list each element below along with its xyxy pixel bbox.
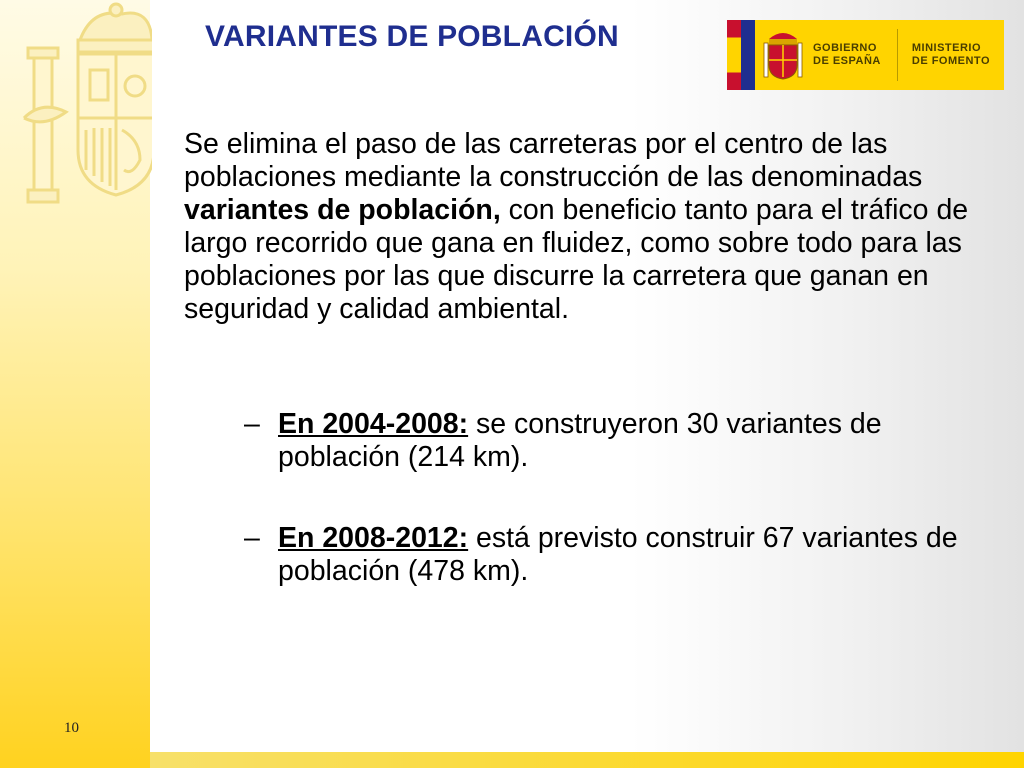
bullet-period: En 2008-2012: bbox=[278, 522, 469, 554]
bullet-item bbox=[244, 408, 974, 474]
paragraph-bold-term: variantes de población, bbox=[184, 194, 501, 226]
paragraph-text-before: Se elimina el paso de las carreteras por el centro de las poblaciones mediante la construcción de las denominadas bbox=[184, 128, 923, 193]
bullet-text: está previsto construir 67 variantes de población (478 km). bbox=[278, 522, 958, 587]
ministerio-line2: DE FOMENTO bbox=[911, 55, 991, 67]
ministerio-line1: MINISTERIO bbox=[911, 42, 982, 54]
bullet-text: se construyeron 30 variantes de población (214 km). bbox=[278, 408, 882, 473]
eu-stars-stripe-icon bbox=[741, 20, 755, 90]
intro-paragraph bbox=[184, 128, 984, 326]
ministerio-label bbox=[912, 42, 990, 68]
bullet-item bbox=[244, 522, 974, 588]
crest-icon bbox=[763, 29, 803, 81]
bullet-content bbox=[278, 522, 974, 588]
paragraph-text-after: con beneficio tanto para el tráfico de largo recorrido que gana en fluidez, como sobre todo para las poblaciones por las que discurre la carretera que ganan en seguridad y calidad ambiental. bbox=[184, 194, 969, 325]
gobierno-line2: DE ESPAÑA bbox=[813, 55, 881, 67]
slide-title: VARIANTES DE POBLACIÓN bbox=[205, 20, 619, 53]
bullet-dash: – bbox=[244, 408, 260, 440]
background-gradient bbox=[150, 0, 1024, 768]
bullet-dash: – bbox=[244, 522, 260, 554]
page-number: 10 bbox=[64, 720, 79, 736]
gobierno-label bbox=[813, 42, 881, 68]
spain-flag-stripe-icon bbox=[727, 20, 741, 90]
gobierno-line1: GOBIERNO bbox=[813, 42, 877, 54]
spain-coat-of-arms-icon bbox=[22, 0, 152, 205]
logo-divider bbox=[897, 29, 898, 81]
gobierno-espana-logo bbox=[727, 20, 1004, 90]
bullet-content bbox=[278, 408, 974, 474]
bullet-period: En 2004-2008: bbox=[278, 408, 469, 440]
bottom-yellow-bar bbox=[150, 752, 1024, 768]
